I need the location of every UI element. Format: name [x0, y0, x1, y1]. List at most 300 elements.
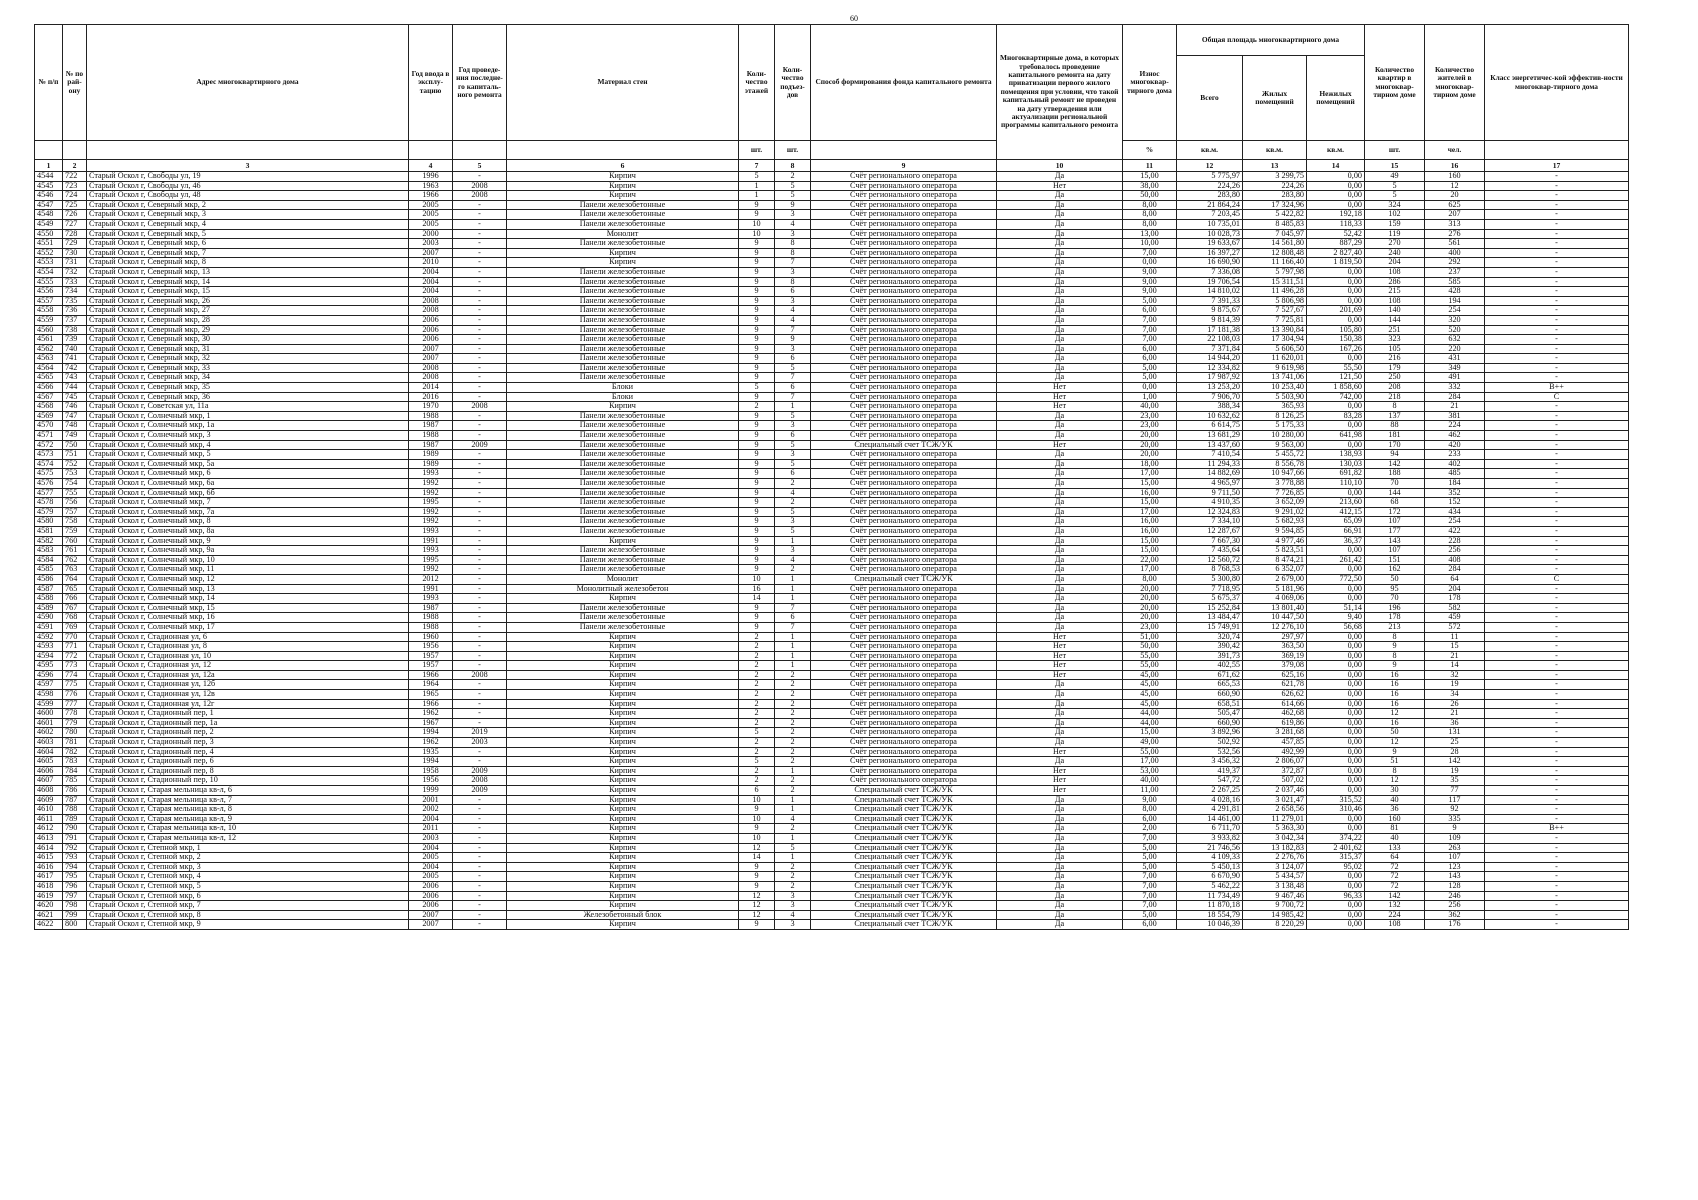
cell-apartments-count: 215 — [1365, 287, 1425, 297]
cell-area-residential: 626,62 — [1243, 690, 1307, 700]
cell-apartments-count: 208 — [1365, 383, 1425, 393]
cell-apartments-count: 323 — [1365, 335, 1425, 345]
cell-area-nonresidential: 51,14 — [1307, 603, 1365, 613]
cell-residents-count: 224 — [1425, 421, 1485, 431]
cell-fund-method: Счёт регионального оператора — [811, 776, 997, 786]
cell-wall-material: Панели железобетонные — [507, 344, 739, 354]
cell-residents-count: 284 — [1425, 565, 1485, 575]
table-row — [35, 517, 1629, 527]
cell-last-repair-year: - — [453, 248, 507, 258]
cell-area-total: 224,26 — [1177, 181, 1243, 191]
column-number: 10 — [997, 160, 1123, 172]
cell-row-number: 4566 — [35, 383, 63, 393]
cell-area-nonresidential: 138,93 — [1307, 450, 1365, 460]
cell-area-nonresidential: 130,03 — [1307, 459, 1365, 469]
cell-year-built: 1989 — [409, 459, 453, 469]
cell-residents-count: 284 — [1425, 392, 1485, 402]
cell-year-built: 2006 — [409, 335, 453, 345]
cell-area-nonresidential: 2 401,62 — [1307, 843, 1365, 853]
cell-fund-method: Счёт регионального оператора — [811, 507, 997, 517]
cell-area-nonresidential: 0,00 — [1307, 565, 1365, 575]
header-fund-method: Способ формирования фонда капитального ремонта — [811, 25, 997, 141]
cell-residents-count: 428 — [1425, 287, 1485, 297]
table-row — [35, 277, 1629, 287]
cell-apartments-count: 181 — [1365, 431, 1425, 441]
cell-residents-count: 176 — [1425, 920, 1485, 930]
table-row — [35, 383, 1629, 393]
cell-repair-required: Нет — [997, 181, 1123, 191]
cell-area-nonresidential: 261,42 — [1307, 555, 1365, 565]
cell-apartments-count: 68 — [1365, 498, 1425, 508]
cell-floors: 9 — [739, 287, 775, 297]
cell-apartments-count: 188 — [1365, 469, 1425, 479]
cell-floors: 10 — [739, 833, 775, 843]
cell-area-nonresidential: 201,69 — [1307, 306, 1365, 316]
cell-area-nonresidential: 0,00 — [1307, 872, 1365, 882]
cell-address: Старый Оскол г, Солнечный мкр, 17 — [87, 622, 409, 632]
cell-address: Старый Оскол г, Северный мкр, 33 — [87, 363, 409, 373]
cell-address: Старый Оскол г, Старая мельница кв-л, 12 — [87, 833, 409, 843]
table-row — [35, 920, 1629, 930]
cell-address: Старый Оскол г, Солнечный мкр, 3 — [87, 431, 409, 441]
cell-address: Старый Оскол г, Северный мкр, 29 — [87, 325, 409, 335]
cell-area-total: 665,53 — [1177, 680, 1243, 690]
cell-energy-class: - — [1485, 546, 1629, 556]
cell-entrances: 5 — [775, 459, 811, 469]
cell-apartments-count: 142 — [1365, 459, 1425, 469]
cell-entrances: 6 — [775, 287, 811, 297]
cell-residents-count: 237 — [1425, 267, 1485, 277]
cell-area-total: 14 882,69 — [1177, 469, 1243, 479]
cell-last-repair-year: - — [453, 536, 507, 546]
cell-entrances: 1 — [775, 795, 811, 805]
unit-cell — [453, 141, 507, 160]
cell-repair-required: Да — [997, 901, 1123, 911]
cell-district-number: 757 — [63, 507, 87, 517]
cell-area-residential: 2 658,56 — [1243, 805, 1307, 815]
cell-repair-required: Да — [997, 872, 1123, 882]
cell-residents-count: 14 — [1425, 661, 1485, 671]
cell-wear-percent: 8,00 — [1123, 219, 1177, 229]
table-row — [35, 392, 1629, 402]
cell-address: Старый Оскол г, Свободы ул, 46 — [87, 181, 409, 191]
cell-energy-class: - — [1485, 459, 1629, 469]
cell-repair-required: Да — [997, 277, 1123, 287]
cell-floors: 2 — [739, 776, 775, 786]
table-row — [35, 872, 1629, 882]
cell-apartments-count: 270 — [1365, 239, 1425, 249]
cell-area-residential: 4 977,46 — [1243, 536, 1307, 546]
cell-row-number: 4592 — [35, 632, 63, 642]
cell-row-number: 4610 — [35, 805, 63, 815]
cell-energy-class: - — [1485, 315, 1629, 325]
cell-district-number: 726 — [63, 210, 87, 220]
cell-address: Старый Оскол г, Степной мкр, 8 — [87, 910, 409, 920]
cell-wall-material: Кирпич — [507, 833, 739, 843]
table-header — [35, 25, 1629, 172]
cell-area-residential: 3 124,07 — [1243, 862, 1307, 872]
cell-address: Старый Оскол г, Старая мельница кв-л, 8 — [87, 805, 409, 815]
cell-wall-material: Панели железобетонные — [507, 555, 739, 565]
cell-repair-required: Да — [997, 459, 1123, 469]
cell-energy-class: - — [1485, 651, 1629, 661]
cell-floors: 9 — [739, 354, 775, 364]
cell-wear-percent: 1,00 — [1123, 392, 1177, 402]
cell-fund-method: Специальный счет ТСЖ/УК — [811, 824, 997, 834]
cell-repair-required: Да — [997, 229, 1123, 239]
cell-entrances: 2 — [775, 680, 811, 690]
cell-row-number: 4577 — [35, 488, 63, 498]
cell-area-total: 9 711,50 — [1177, 488, 1243, 498]
cell-residents-count: 462 — [1425, 431, 1485, 441]
cell-apartments-count: 151 — [1365, 555, 1425, 565]
cell-floors: 12 — [739, 891, 775, 901]
cell-area-residential: 14 561,80 — [1243, 239, 1307, 249]
cell-wear-percent: 0,00 — [1123, 258, 1177, 268]
cell-apartments-count: 162 — [1365, 565, 1425, 575]
cell-entrances: 4 — [775, 219, 811, 229]
cell-district-number: 791 — [63, 833, 87, 843]
cell-area-nonresidential: 0,00 — [1307, 920, 1365, 930]
unit-cell — [87, 141, 409, 160]
cell-residents-count: 64 — [1425, 574, 1485, 584]
cell-area-nonresidential: 412,15 — [1307, 507, 1365, 517]
cell-repair-required: Да — [997, 613, 1123, 623]
cell-floors: 9 — [739, 613, 775, 623]
cell-area-nonresidential: 772,50 — [1307, 574, 1365, 584]
cell-wear-percent: 15,00 — [1123, 498, 1177, 508]
cell-repair-required: Да — [997, 853, 1123, 863]
cell-district-number: 762 — [63, 555, 87, 565]
cell-repair-required: Нет — [997, 402, 1123, 412]
cell-last-repair-year: - — [453, 642, 507, 652]
cell-entrances: 6 — [775, 354, 811, 364]
cell-entrances: 4 — [775, 306, 811, 316]
table-row — [35, 910, 1629, 920]
cell-entrances: 2 — [775, 670, 811, 680]
cell-district-number: 748 — [63, 421, 87, 431]
header-apartments: Количество квартир в многоквар-тирном доме — [1365, 25, 1425, 141]
cell-floors: 9 — [739, 411, 775, 421]
cell-area-total: 3 933,82 — [1177, 833, 1243, 843]
cell-address: Старый Оскол г, Северный мкр, 7 — [87, 248, 409, 258]
cell-apartments-count: 172 — [1365, 507, 1425, 517]
cell-apartments-count: 102 — [1365, 210, 1425, 220]
cell-area-nonresidential: 0,00 — [1307, 747, 1365, 757]
table-row — [35, 680, 1629, 690]
cell-repair-required: Да — [997, 325, 1123, 335]
cell-repair-required: Да — [997, 699, 1123, 709]
cell-area-residential: 621,78 — [1243, 680, 1307, 690]
cell-wall-material: Кирпич — [507, 891, 739, 901]
cell-repair-required: Да — [997, 574, 1123, 584]
cell-last-repair-year: - — [453, 594, 507, 604]
cell-repair-required: Нет — [997, 766, 1123, 776]
cell-fund-method: Счёт регионального оператора — [811, 450, 997, 460]
cell-floors: 1 — [739, 191, 775, 201]
cell-area-nonresidential: 0,00 — [1307, 670, 1365, 680]
cell-residents-count: 459 — [1425, 613, 1485, 623]
cell-energy-class: - — [1485, 766, 1629, 776]
cell-repair-required: Да — [997, 728, 1123, 738]
cell-fund-method: Специальный счет ТСЖ/УК — [811, 920, 997, 930]
cell-residents-count: 9 — [1425, 824, 1485, 834]
cell-energy-class: B++ — [1485, 824, 1629, 834]
cell-floors: 5 — [739, 383, 775, 393]
cell-fund-method: Специальный счет ТСЖ/УК — [811, 910, 997, 920]
cell-address: Старый Оскол г, Северный мкр, 14 — [87, 277, 409, 287]
cell-year-built: 1988 — [409, 613, 453, 623]
cell-floors: 2 — [739, 709, 775, 719]
column-number: 6 — [507, 160, 739, 172]
cell-district-number: 781 — [63, 738, 87, 748]
table-row — [35, 603, 1629, 613]
cell-repair-required: Нет — [997, 786, 1123, 796]
cell-wall-material: Кирпич — [507, 402, 739, 412]
cell-wall-material: Панели железобетонные — [507, 526, 739, 536]
cell-area-nonresidential: 0,00 — [1307, 584, 1365, 594]
cell-residents-count: 19 — [1425, 680, 1485, 690]
cell-area-nonresidential: 83,28 — [1307, 411, 1365, 421]
cell-fund-method: Счёт регионального оператора — [811, 690, 997, 700]
cell-district-number: 798 — [63, 901, 87, 911]
cell-energy-class: - — [1485, 402, 1629, 412]
cell-last-repair-year: - — [453, 219, 507, 229]
cell-repair-required: Да — [997, 200, 1123, 210]
cell-area-residential: 5 363,30 — [1243, 824, 1307, 834]
cell-area-nonresidential: 0,00 — [1307, 680, 1365, 690]
cell-energy-class: - — [1485, 267, 1629, 277]
cell-fund-method: Счёт регионального оператора — [811, 479, 997, 489]
cell-area-residential: 13 390,84 — [1243, 325, 1307, 335]
cell-area-nonresidential: 0,00 — [1307, 738, 1365, 748]
cell-district-number: 789 — [63, 814, 87, 824]
cell-area-nonresidential: 0,00 — [1307, 824, 1365, 834]
cell-last-repair-year: 2008 — [453, 181, 507, 191]
cell-row-number: 4608 — [35, 786, 63, 796]
unit-wear: % — [1123, 141, 1177, 160]
cell-row-number: 4619 — [35, 891, 63, 901]
cell-floors: 6 — [739, 786, 775, 796]
cell-district-number: 792 — [63, 843, 87, 853]
cell-area-total: 15 749,91 — [1177, 622, 1243, 632]
cell-floors: 9 — [739, 920, 775, 930]
cell-wear-percent: 16,00 — [1123, 517, 1177, 527]
cell-area-total: 283,80 — [1177, 191, 1243, 201]
cell-floors: 9 — [739, 862, 775, 872]
cell-district-number: 723 — [63, 181, 87, 191]
table-row — [35, 805, 1629, 815]
cell-area-nonresidential: 691,82 — [1307, 469, 1365, 479]
cell-wall-material: Панели железобетонные — [507, 363, 739, 373]
table-row — [35, 363, 1629, 373]
cell-year-built: 1956 — [409, 642, 453, 652]
cell-area-total: 9 814,39 — [1177, 315, 1243, 325]
cell-repair-required: Да — [997, 479, 1123, 489]
cell-area-total: 3 892,96 — [1177, 728, 1243, 738]
cell-residents-count: 194 — [1425, 296, 1485, 306]
cell-apartments-count: 9 — [1365, 661, 1425, 671]
cell-district-number: 739 — [63, 335, 87, 345]
cell-area-nonresidential: 213,60 — [1307, 498, 1365, 508]
cell-wall-material: Панели железобетонные — [507, 325, 739, 335]
cell-energy-class: - — [1485, 479, 1629, 489]
cell-fund-method: Счёт регионального оператора — [811, 642, 997, 652]
cell-entrances: 5 — [775, 507, 811, 517]
cell-row-number: 4582 — [35, 536, 63, 546]
page-number: 60 — [850, 14, 858, 23]
cell-fund-method: Счёт регионального оператора — [811, 757, 997, 767]
cell-row-number: 4580 — [35, 517, 63, 527]
cell-energy-class: - — [1485, 613, 1629, 623]
cell-entrances: 3 — [775, 296, 811, 306]
cell-address: Старый Оскол г, Степной мкр, 4 — [87, 872, 409, 882]
cell-year-built: 2007 — [409, 920, 453, 930]
cell-energy-class: - — [1485, 248, 1629, 258]
cell-apartments-count: 72 — [1365, 881, 1425, 891]
cell-area-residential: 14 985,42 — [1243, 910, 1307, 920]
cell-area-residential: 2 037,46 — [1243, 786, 1307, 796]
cell-energy-class: - — [1485, 738, 1629, 748]
cell-wear-percent: 40,00 — [1123, 402, 1177, 412]
cell-last-repair-year: - — [453, 200, 507, 210]
cell-address: Старый Оскол г, Солнечный мкр, 10 — [87, 555, 409, 565]
cell-floors: 2 — [739, 670, 775, 680]
cell-wear-percent: 20,00 — [1123, 594, 1177, 604]
cell-wall-material: Кирпич — [507, 862, 739, 872]
cell-entrances: 2 — [775, 747, 811, 757]
cell-row-number: 4594 — [35, 651, 63, 661]
cell-energy-class: - — [1485, 661, 1629, 671]
cell-area-total: 7 371,84 — [1177, 344, 1243, 354]
cell-entrances: 8 — [775, 239, 811, 249]
cell-fund-method: Счёт регионального оператора — [811, 565, 997, 575]
cell-year-built: 2005 — [409, 210, 453, 220]
cell-address: Старый Оскол г, Северный мкр, 3 — [87, 210, 409, 220]
header-area-total: Всего — [1177, 56, 1243, 141]
cell-repair-required: Да — [997, 526, 1123, 536]
cell-last-repair-year: - — [453, 718, 507, 728]
cell-floors: 9 — [739, 536, 775, 546]
cell-entrances: 5 — [775, 181, 811, 191]
cell-wear-percent: 6,00 — [1123, 306, 1177, 316]
cell-wall-material: Панели железобетонные — [507, 613, 739, 623]
table-row — [35, 574, 1629, 584]
cell-year-built: 1993 — [409, 526, 453, 536]
cell-district-number: 776 — [63, 690, 87, 700]
cell-area-nonresidential: 0,00 — [1307, 901, 1365, 911]
cell-wear-percent: 15,00 — [1123, 172, 1177, 182]
cell-row-number: 4572 — [35, 440, 63, 450]
table-row — [35, 287, 1629, 297]
cell-district-number: 755 — [63, 488, 87, 498]
cell-wall-material: Панели железобетонные — [507, 306, 739, 316]
cell-energy-class: - — [1485, 219, 1629, 229]
cell-entrances: 6 — [775, 431, 811, 441]
cell-apartments-count: 8 — [1365, 766, 1425, 776]
cell-entrances: 7 — [775, 258, 811, 268]
cell-wall-material: Панели железобетонные — [507, 517, 739, 527]
table-row — [35, 862, 1629, 872]
cell-fund-method: Счёт регионального оператора — [811, 603, 997, 613]
cell-floors: 9 — [739, 325, 775, 335]
cell-repair-required: Да — [997, 335, 1123, 345]
cell-apartments-count: 51 — [1365, 757, 1425, 767]
cell-entrances: 1 — [775, 651, 811, 661]
cell-row-number: 4561 — [35, 335, 63, 345]
cell-area-total: 660,90 — [1177, 690, 1243, 700]
cell-entrances: 6 — [775, 613, 811, 623]
cell-floors: 16 — [739, 584, 775, 594]
cell-repair-required: Да — [997, 862, 1123, 872]
cell-wear-percent: 23,00 — [1123, 411, 1177, 421]
cell-district-number: 778 — [63, 709, 87, 719]
cell-apartments-count: 204 — [1365, 258, 1425, 268]
cell-area-nonresidential: 0,00 — [1307, 172, 1365, 182]
cell-repair-required: Нет — [997, 642, 1123, 652]
cell-area-total: 505,47 — [1177, 709, 1243, 719]
cell-repair-required: Да — [997, 738, 1123, 748]
cell-area-total: 7 336,08 — [1177, 267, 1243, 277]
cell-apartments-count: 144 — [1365, 488, 1425, 498]
cell-year-built: 2006 — [409, 881, 453, 891]
table-row — [35, 411, 1629, 421]
cell-entrances: 5 — [775, 363, 811, 373]
cell-apartments-count: 179 — [1365, 363, 1425, 373]
column-number-row — [35, 160, 1629, 172]
cell-wear-percent: 7,00 — [1123, 325, 1177, 335]
cell-apartments-count: 88 — [1365, 421, 1425, 431]
cell-wall-material: Кирпич — [507, 901, 739, 911]
cell-area-total: 2 267,25 — [1177, 786, 1243, 796]
cell-apartments-count: 16 — [1365, 670, 1425, 680]
cell-repair-required: Да — [997, 258, 1123, 268]
cell-last-repair-year: - — [453, 287, 507, 297]
cell-area-residential: 4 069,06 — [1243, 594, 1307, 604]
cell-wear-percent: 50,00 — [1123, 642, 1177, 652]
cell-district-number: 767 — [63, 603, 87, 613]
column-number: 2 — [63, 160, 87, 172]
cell-wall-material: Панели железобетонные — [507, 354, 739, 364]
cell-energy-class: - — [1485, 210, 1629, 220]
cell-entrances: 1 — [775, 833, 811, 843]
cell-address: Старый Оскол г, Северный мкр, 34 — [87, 373, 409, 383]
cell-last-repair-year: 2008 — [453, 191, 507, 201]
cell-row-number: 4606 — [35, 766, 63, 776]
cell-area-nonresidential: 2 827,40 — [1307, 248, 1365, 258]
cell-area-residential: 5 422,82 — [1243, 210, 1307, 220]
cell-repair-required: Да — [997, 210, 1123, 220]
cell-year-built: 2005 — [409, 872, 453, 882]
cell-fund-method: Счёт регионального оператора — [811, 747, 997, 757]
cell-energy-class: - — [1485, 642, 1629, 652]
cell-repair-required: Да — [997, 555, 1123, 565]
cell-residents-count: 349 — [1425, 363, 1485, 373]
cell-address: Старый Оскол г, Стадионный пер, 1а — [87, 718, 409, 728]
cell-last-repair-year: - — [453, 690, 507, 700]
cell-row-number: 4603 — [35, 738, 63, 748]
cell-apartments-count: 108 — [1365, 267, 1425, 277]
cell-area-residential: 10 947,66 — [1243, 469, 1307, 479]
cell-energy-class: - — [1485, 718, 1629, 728]
cell-last-repair-year: - — [453, 632, 507, 642]
cell-district-number: 751 — [63, 450, 87, 460]
cell-area-nonresidential: 0,00 — [1307, 546, 1365, 556]
table-row — [35, 469, 1629, 479]
cell-apartments-count: 240 — [1365, 248, 1425, 258]
cell-year-built: 1958 — [409, 766, 453, 776]
cell-area-residential: 9 563,00 — [1243, 440, 1307, 450]
